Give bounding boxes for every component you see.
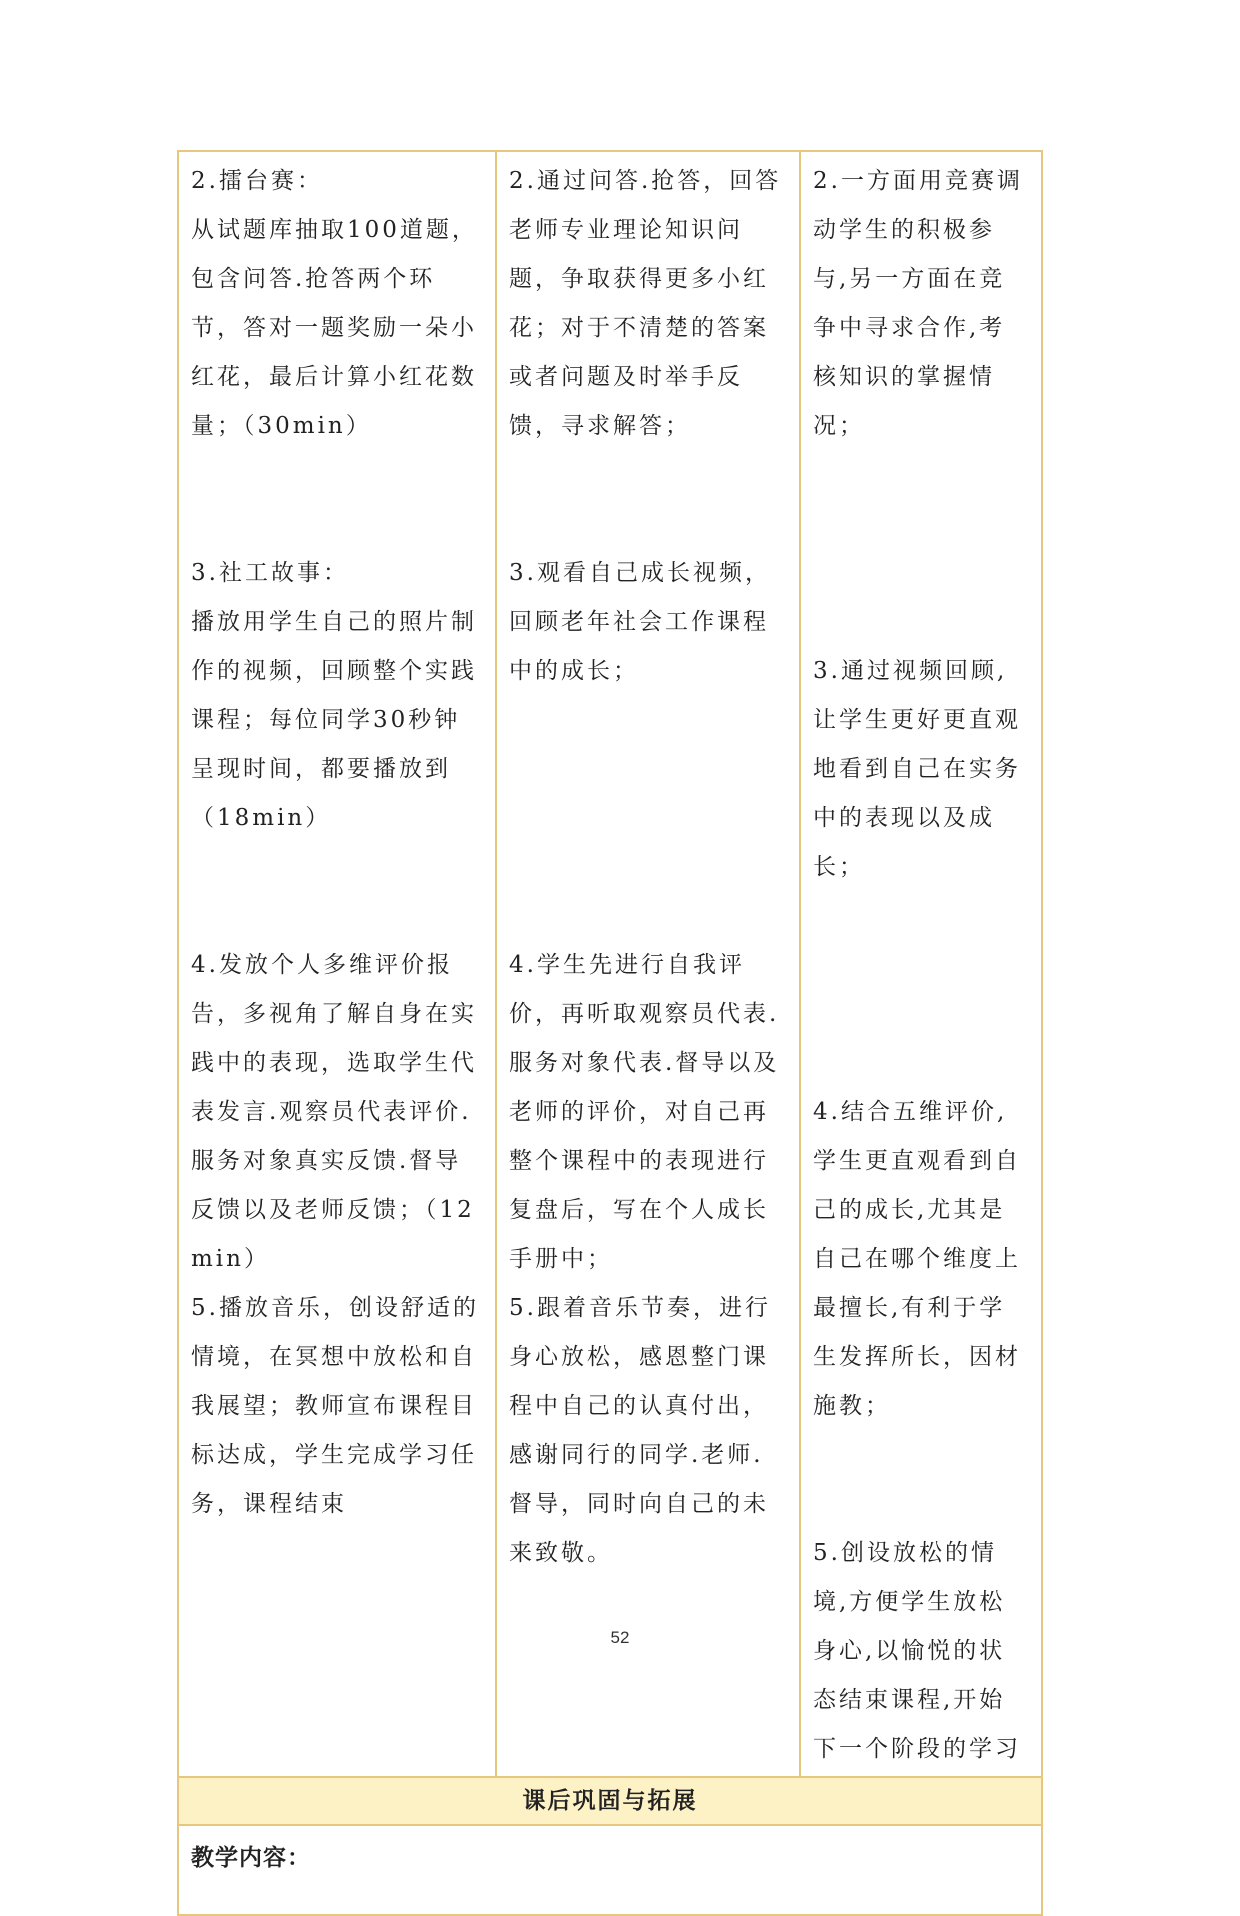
- section-title: 课后巩固与拓展: [178, 1777, 1042, 1825]
- student-step-4: 4.学生先进行自我评价，再听取观察员代表.服务对象代表.督导以及老师的评价，对自己再整个课程中的表现进行复盘后，写在个人成长手册中；: [509, 952, 780, 1272]
- section-header-row: [178, 1777, 1042, 1825]
- activity-step-2: 2.擂台赛： 从试题库抽取100道题，包含问答.抢答两个环节，答对一题奖励一朵小红花，最后计算小红花数量；（30min）: [191, 168, 478, 439]
- activity-cell: [178, 151, 496, 1777]
- student-cell: [496, 151, 800, 1777]
- page-number: 52: [610, 1628, 630, 1647]
- student-step-2: 2.通过问答.抢答，回答老师专业理论知识问题，争取获得更多小红花；对于不清楚的答案或者问题及时举手反馈，寻求解答；: [509, 168, 782, 439]
- intent-step-4: 4.结合五维评价,学生更直观看到自己的成长,尤其是自己在哪个维度上最擅长,有利于学生发挥所长，因材施教；: [813, 1099, 1021, 1419]
- student-step-3: 3.观看自己成长视频，回顾老年社会工作课程中的成长；: [509, 560, 771, 684]
- content-label: 教学内容：: [178, 1825, 1042, 1915]
- intent-step-2: 2.一方面用竞赛调动学生的积极参与,另一方面在竞争中寻求合作,考核知识的掌握情况；: [813, 168, 1023, 439]
- student-step-5: 5.跟着音乐节奏，进行身心放松，感恩整门课程中自己的认真付出，感谢同行的同学.老师.督导，同时向自己的未来致敬。: [509, 1295, 771, 1566]
- activity-step-3: 3.社工故事： 播放用学生自己的照片制作的视频，回顾整个实践课程；每位同学30秒钟呈现时间，都要播放到（18min）: [191, 560, 477, 831]
- intent-step-5: 5.创设放松的情境,方便学生放松身心,以愉悦的状态结束课程,开始下一个阶段的学习: [813, 1540, 1021, 1762]
- activity-step-4: 4.发放个人多维评价报告，多视角了解自身在实践中的表现，选取学生代表发言.观察员代表评价.服务对象真实反馈.督导反馈以及老师反馈；（12min）: [191, 952, 477, 1272]
- content-row: [178, 1825, 1042, 1915]
- intent-step-3: 3.通过视频回顾,让学生更好更直观地看到自己在实务中的表现以及成长；: [813, 658, 1021, 880]
- table-row: [178, 151, 1042, 1777]
- intent-cell: [800, 151, 1042, 1777]
- activity-step-5: 5.播放音乐，创设舒适的情境，在冥想中放松和自我展望；教师宣布课程目标达成，学生完成学习任务，课程结束: [191, 1295, 479, 1517]
- lesson-plan-table: [177, 150, 1043, 1916]
